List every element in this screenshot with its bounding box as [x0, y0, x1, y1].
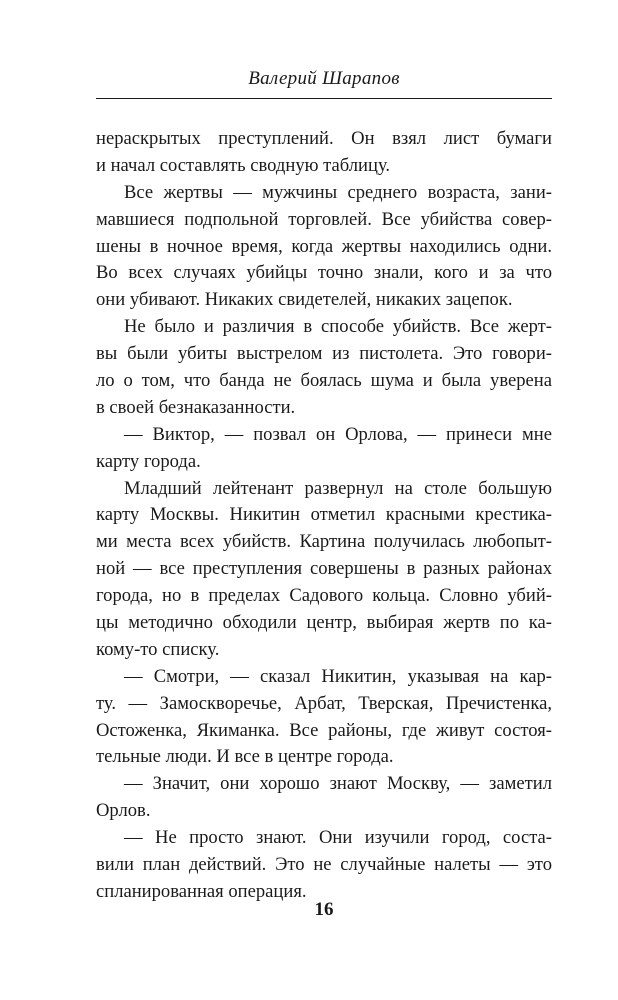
text-line: Остоженка, Якиманка. Все районы, где живут состоя-	[96, 719, 552, 741]
text-line: и начал составлять сводную таблицу.	[96, 154, 391, 176]
header-rule	[96, 98, 552, 99]
text-line: вили план действий. Это не случайные налеты — это	[96, 854, 552, 876]
text-line: тельные люди. И все в центре города.	[96, 746, 394, 768]
text-line: Младший лейтенант развернул на столе большую	[124, 477, 552, 499]
text-line: — Значит, они хорошо знают Москву, — заметил	[124, 773, 552, 795]
text-line: карту Москвы. Никитин отметил красными крестика-	[96, 504, 552, 526]
text-line: — Виктор, — позвал он Орлова, — принеси мне	[124, 423, 552, 445]
text-line: города, но в пределах Садового кольца. Словно убий-	[96, 585, 552, 607]
text-line: Во всех случаях убийцы точно знали, кого и за что	[96, 262, 552, 284]
text-line: цы методично обходили центр, выбирая жертв по ка-	[96, 612, 552, 634]
text-line: ло о том, что банда не боялась шума и была уверена	[96, 370, 552, 392]
text-line: ми места всех убийств. Картина получилась любопыт-	[96, 531, 552, 553]
text-line: карту города.	[96, 450, 201, 472]
text-line: они убивают. Никаких свидетелей, никаких зацепок.	[96, 289, 513, 311]
text-line: Все жертвы — мужчины среднего возраста, зани-	[124, 181, 552, 203]
text-line: — Смотри, — сказал Никитин, указывая на кар-	[124, 665, 552, 687]
text-line: — Не просто знают. Они изучили город, соста-	[124, 827, 552, 849]
text-line: кому-то списку.	[96, 638, 220, 660]
text-line: ной — все преступления совершены в разных районах	[96, 558, 552, 580]
text-line: вы были убиты выстрелом из пистолета. Это говори-	[96, 343, 552, 365]
text-line: Орлов.	[96, 800, 151, 822]
text-line: мавшиеся подпольной торговлей. Все убийства совер-	[96, 208, 552, 230]
text-line: ту. — Замоскворечье, Арбат, Тверская, Пречистенка,	[96, 692, 552, 714]
text-line: шены в ночное время, когда жертвы находились одни.	[96, 235, 552, 257]
text-line: нераскрытых преступлений. Он взял лист бумаги	[96, 128, 552, 149]
body-text	[96, 126, 552, 906]
text-line: в своей безнаказанности.	[96, 396, 296, 418]
text-line: спланированная операция.	[96, 880, 307, 902]
running-head-author: Валерий Шарапов	[248, 68, 400, 89]
page-number: 16	[314, 899, 334, 920]
text-line: Не было и различия в способе убийств. Все жерт-	[124, 316, 552, 338]
